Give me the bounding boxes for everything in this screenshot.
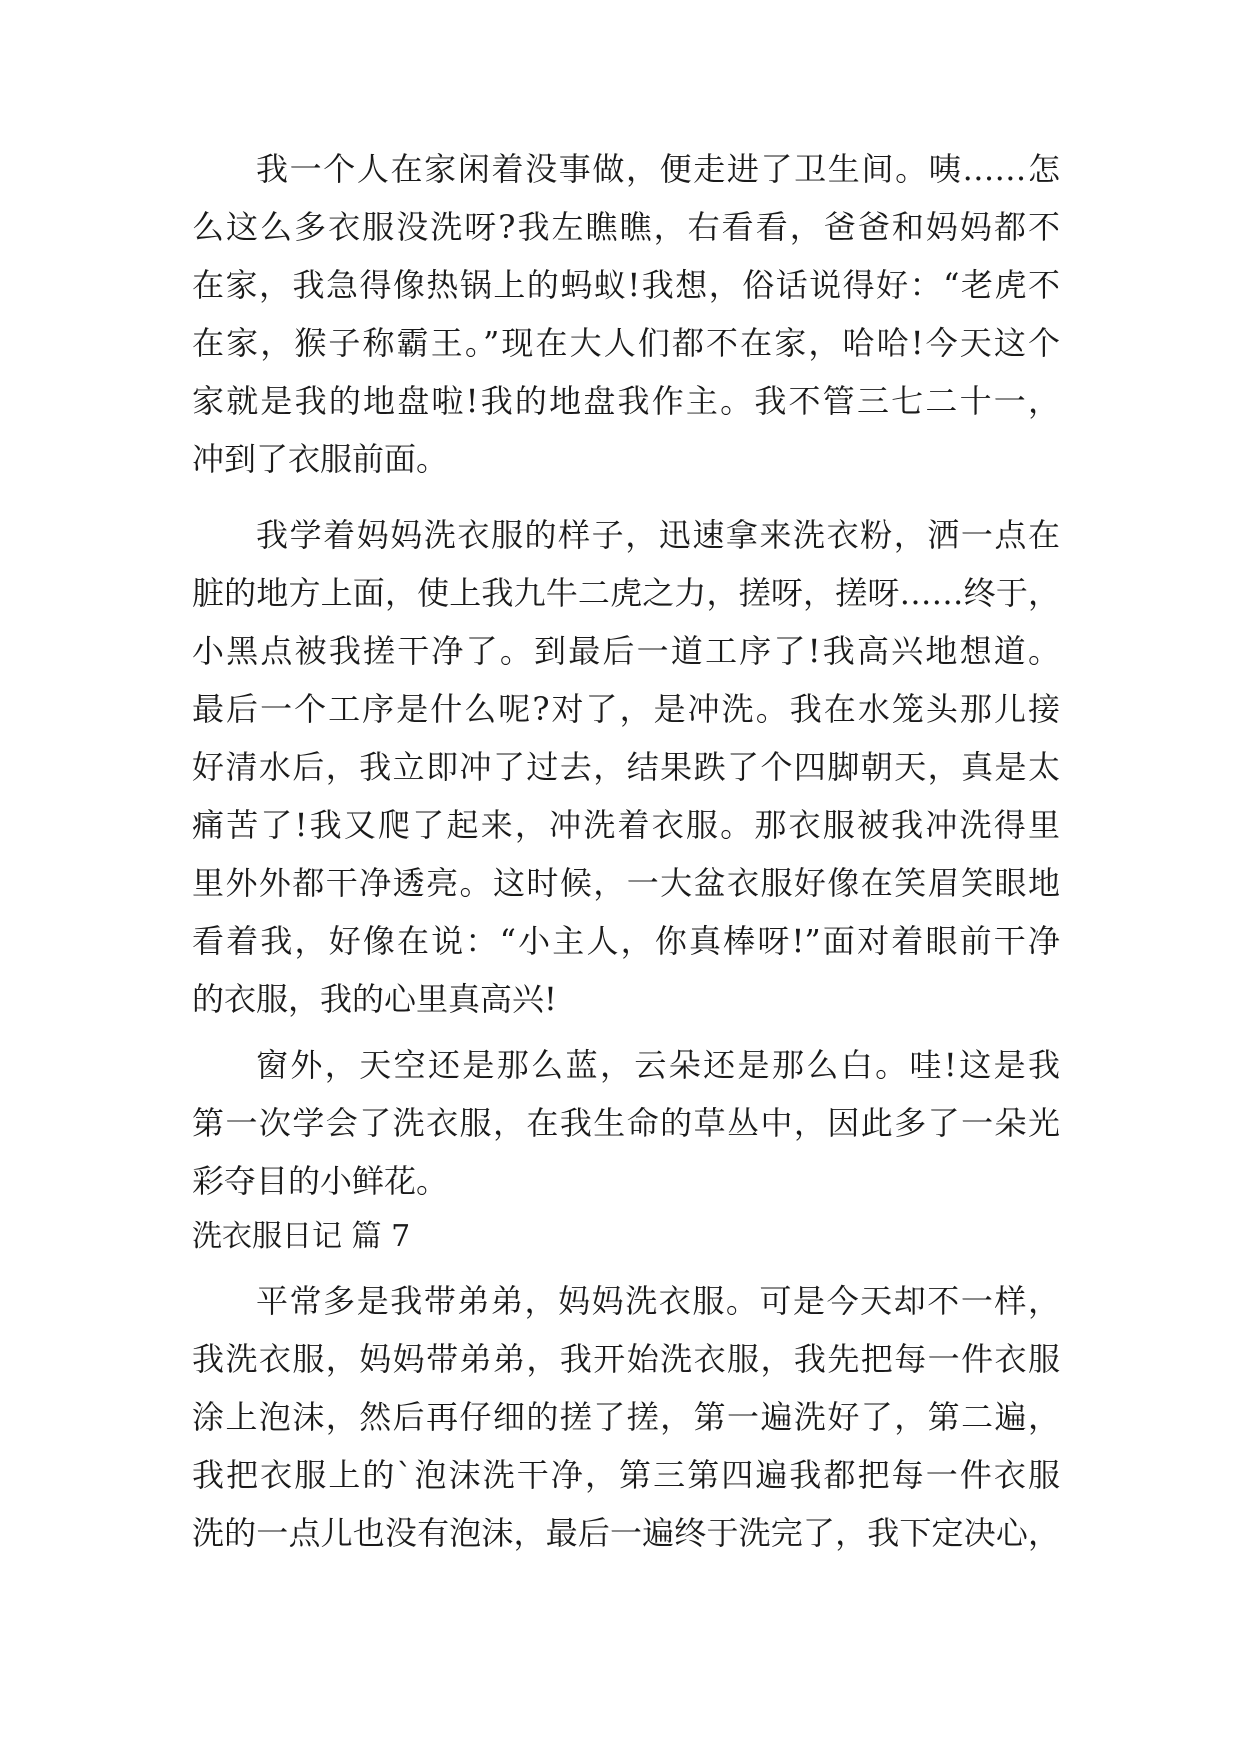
- paragraph-line: 里外外都干净透亮。这时候，一大盆衣服好像在笑眉笑眼地: [192, 864, 1060, 902]
- paragraph-line: 洗的一点儿也没有泡沫，最后一遍终于洗完了，我下定决心，: [192, 1514, 1060, 1552]
- paragraph-line: 涂上泡沫，然后再仔细的搓了搓，第一遍洗好了，第二遍，: [192, 1398, 1060, 1436]
- paragraph-line: 好清水后，我立即冲了过去，结果跌了个四脚朝天，真是太: [192, 748, 1060, 786]
- section-heading: 洗衣服日记 篇 7: [192, 1219, 411, 1254]
- paragraph-line: 我学着妈妈洗衣服的样子，迅速拿来洗衣粉，洒一点在: [256, 516, 1060, 554]
- paragraph-line: 第一次学会了洗衣服，在我生命的草丛中，因此多了一朵光: [192, 1104, 1060, 1142]
- paragraph-line: 痛苦了!我又爬了起来，冲洗着衣服。那衣服被我冲洗得里: [192, 806, 1060, 844]
- paragraph-line: 我洗衣服，妈妈带弟弟，我开始洗衣服，我先把每一件衣服: [192, 1340, 1060, 1378]
- paragraph-line: 在家，猴子称霸王。”现在大人们都不在家，哈哈!今天这个: [192, 324, 1060, 362]
- paragraph-line: 我把衣服上的`泡沫洗干净，第三第四遍我都把每一件衣服: [192, 1456, 1060, 1494]
- paragraph-line: 的衣服，我的心里真高兴!: [192, 980, 557, 1018]
- paragraph-line: 看着我，好像在说：“小主人，你真棒呀!”面对着眼前干净: [192, 922, 1060, 960]
- paragraph-line: 冲到了衣服前面。: [192, 440, 449, 478]
- paragraph-line: 最后一个工序是什么呢?对了，是冲洗。我在水笼头那儿接: [192, 690, 1060, 728]
- paragraph-line: 么这么多衣服没洗呀?我左瞧瞧，右看看，爸爸和妈妈都不: [192, 208, 1060, 246]
- paragraph-line: 平常多是我带弟弟，妈妈洗衣服。可是今天却不一样，: [256, 1282, 1060, 1320]
- paragraph-line: 家就是我的地盘啦!我的地盘我作主。我不管三七二十一，: [192, 382, 1060, 420]
- paragraph-line: 我一个人在家闲着没事做，便走进了卫生间。咦……怎: [256, 150, 1060, 188]
- paragraph-line: 窗外，天空还是那么蓝，云朵还是那么白。哇!这是我: [256, 1046, 1060, 1084]
- paragraph-line: 脏的地方上面，使上我九牛二虎之力，搓呀，搓呀……终于，: [192, 574, 1060, 612]
- paragraph-line: 彩夺目的小鲜花。: [192, 1162, 449, 1200]
- paragraph-line: 在家，我急得像热锅上的蚂蚁!我想，俗话说得好：“老虎不: [192, 266, 1060, 304]
- paragraph-line: 小黑点被我搓干净了。到最后一道工序了!我高兴地想道。: [192, 632, 1060, 670]
